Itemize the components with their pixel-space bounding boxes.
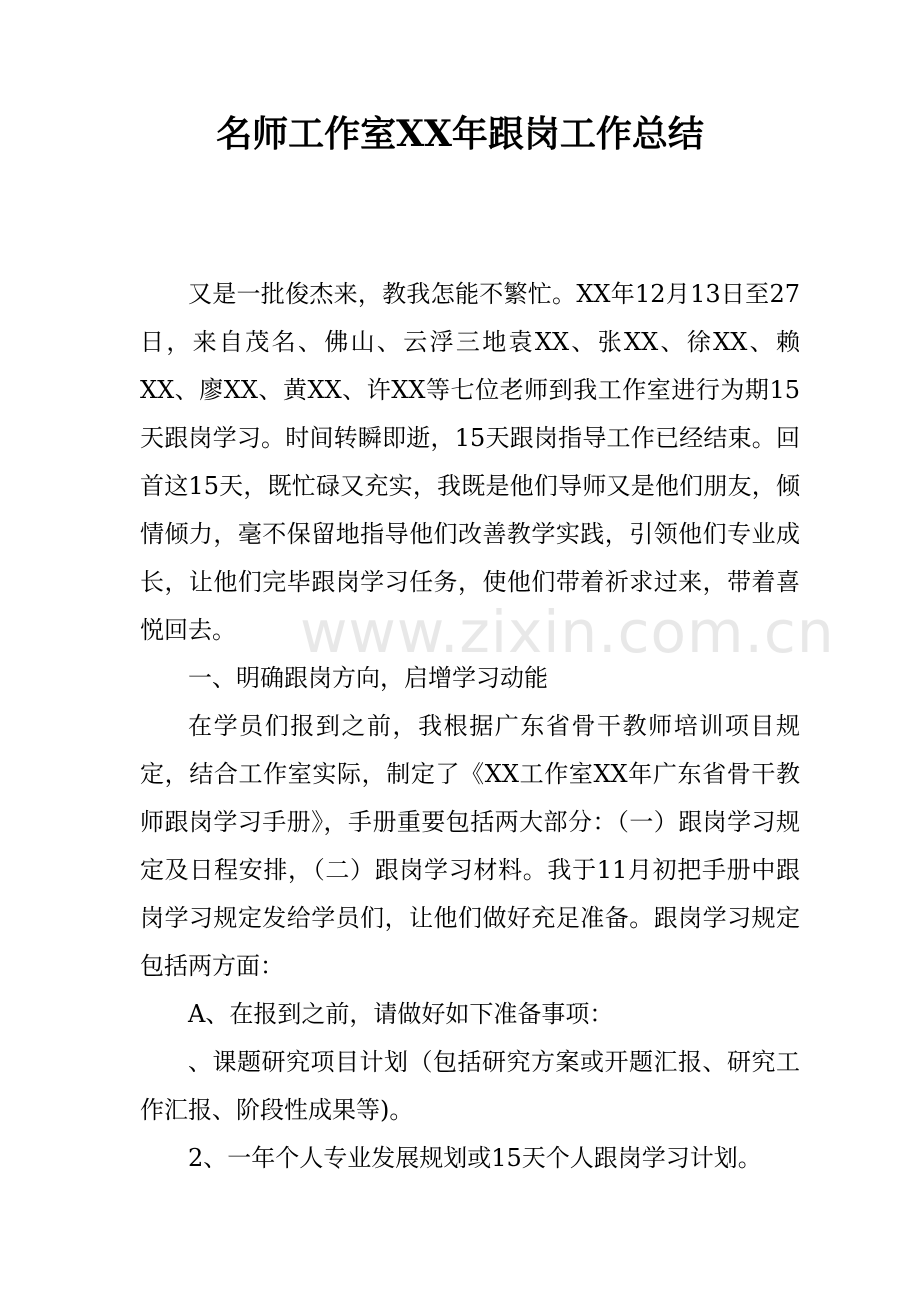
paragraph-section-1: 在学员们报到之前，我根据广东省骨干教师培训项目规定，结合工作室实际，制定了《XX工作室XX年广东省骨干教师跟岗学习手册》，手册重要包括两大部分：（一）跟岗学习规定及日程安排，（二）跟岗学习材料。我于11月初把手册中跟岗学习规定发给学员们，让他们做好充足准备。跟岗学习规定包括两方面： [140, 712, 800, 980]
document-title: 名师工作室XX年跟岗工作总结 [216, 113, 704, 155]
section-heading-1: 一、明确跟岗方向，启增学习动能 [188, 664, 548, 692]
list-heading-a: A、在报到之前，请做好如下准备事项： [188, 1000, 614, 1028]
document-body [140, 270, 800, 1182]
list-item-1: 、课题研究项目计划（包括研究方案或开题汇报、研究工作汇报、阶段性成果等)。 [140, 1048, 800, 1124]
watermark: www.zixin.com.cn [300, 598, 835, 666]
paragraph-intro: 又是一批俊杰来，教我怎能不繁忙。XX年12月13日至27日，来自茂名、佛山、云浮三地袁XX、张XX、徐XX、赖XX、廖XX、黄XX、许XX等七位老师到我工作室进行为期15天跟岗学习。时间转瞬即逝，15天跟岗指导工作已经结束。回首这15天，既忙碌又充实，我既是他们导师又是他们朋友，倾情倾力，毫不保留地指导他们改善教学实践，引领他们专业成长，让他们完毕跟岗学习任务，使他们带着祈求过来，带着喜悦回去。 [140, 280, 800, 644]
list-item-2: 2、一年个人专业发展规划或15天个人跟岗学习计划。 [188, 1144, 762, 1172]
